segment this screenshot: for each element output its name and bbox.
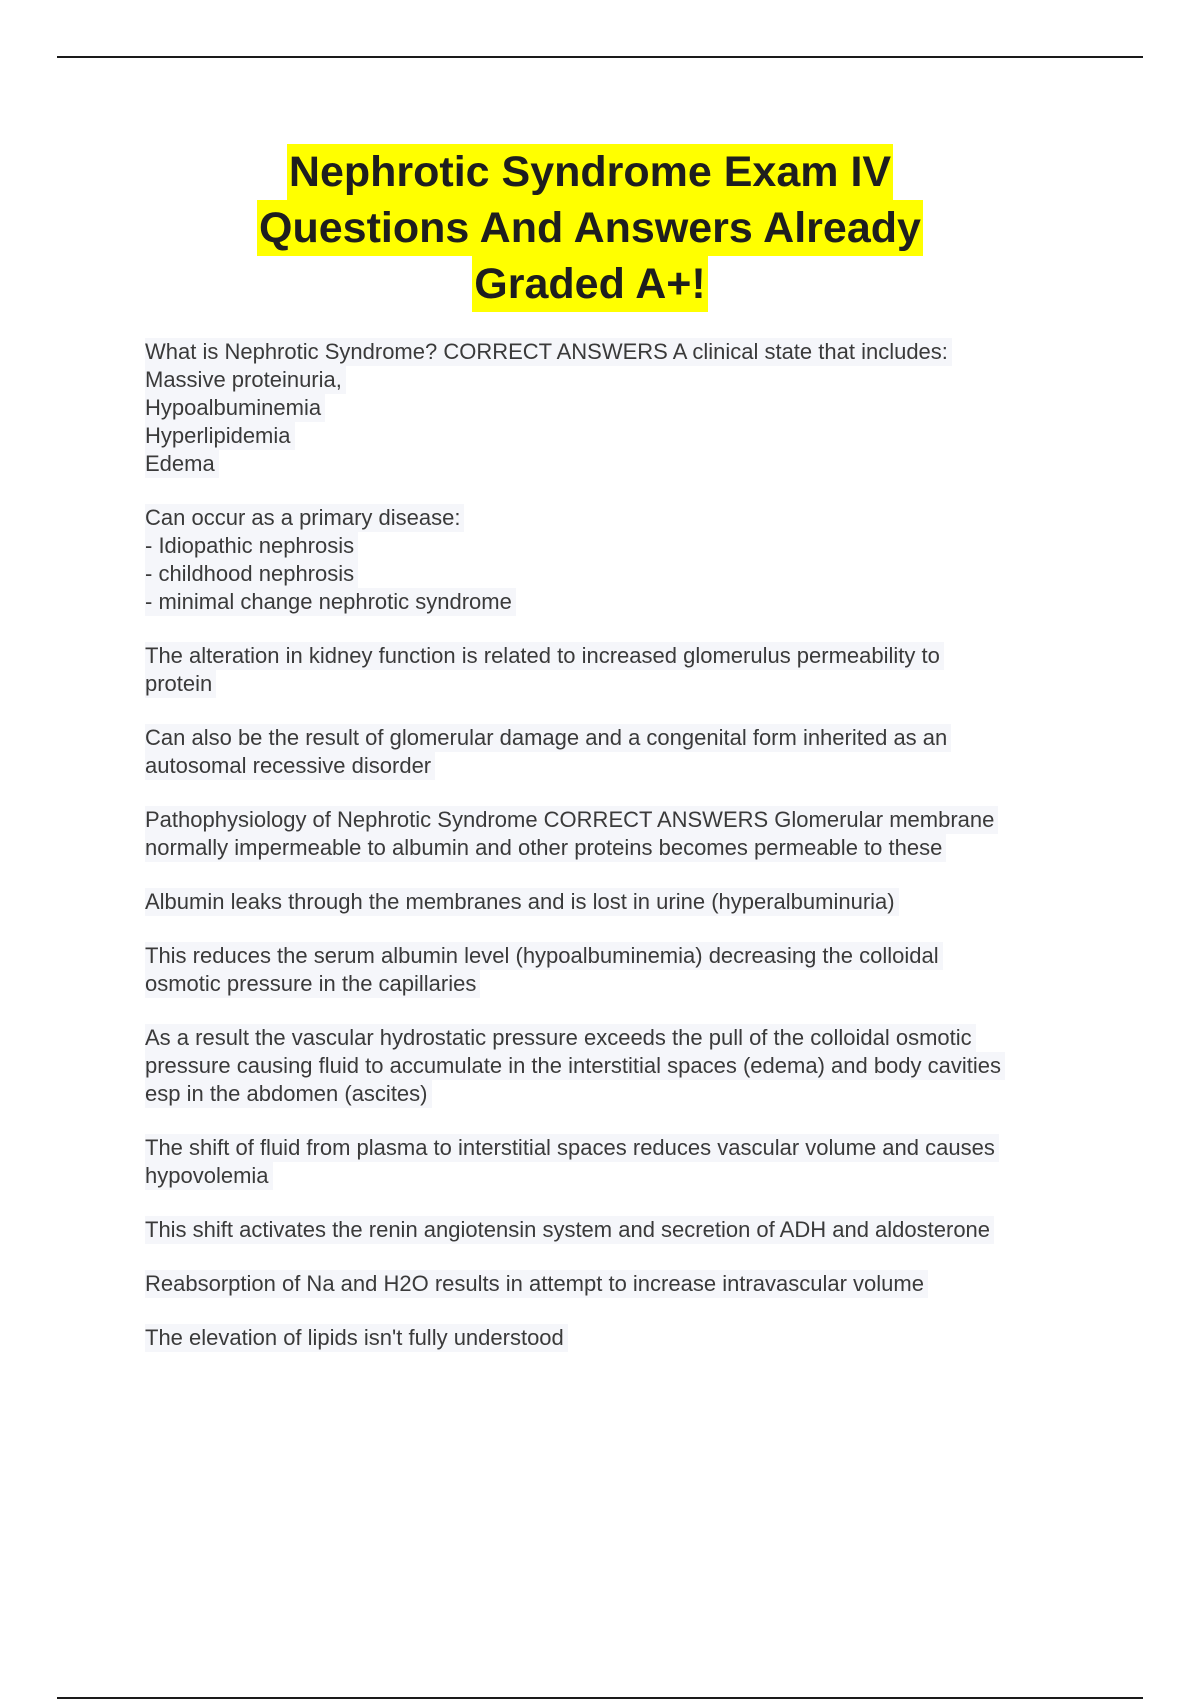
- text-line: autosomal recessive disorder: [145, 752, 435, 780]
- text-line: The shift of fluid from plasma to interstitial spaces reduces vascular volume and causes: [145, 1134, 999, 1162]
- text-line: Can also be the result of glomerular damage and a congenital form inherited as an: [145, 724, 951, 752]
- text-line: pressure causing fluid to accumulate in the interstitial spaces (edema) and body cavities: [145, 1052, 1005, 1080]
- title-line-2: Questions And Answers Already: [257, 200, 923, 256]
- text-line: osmotic pressure in the capillaries: [145, 970, 480, 998]
- text-line: Hyperlipidemia: [145, 422, 295, 450]
- text-line: Can occur as a primary disease:: [145, 504, 464, 532]
- text-line: As a result the vascular hydrostatic pressure exceeds the pull of the colloidal osmotic: [145, 1024, 976, 1052]
- text-line: The alteration in kidney function is related to increased glomerulus permeability to: [145, 642, 944, 670]
- title-line-1: Nephrotic Syndrome Exam IV: [287, 144, 893, 200]
- document-body: [145, 338, 1095, 1378]
- text-line: Albumin leaks through the membranes and is lost in urine (hyperalbuminuria): [145, 888, 899, 916]
- text-line: hypovolemia: [145, 1162, 273, 1190]
- top-rule: [57, 56, 1143, 58]
- paragraph-glomerular-damage: [145, 724, 1095, 780]
- text-line: - childhood nephrosis: [145, 560, 358, 588]
- paragraph-reabsorption: [145, 1270, 1095, 1298]
- paragraph-serum-albumin: [145, 942, 1095, 998]
- text-line: normally impermeable to albumin and other proteins becomes permeable to these: [145, 834, 946, 862]
- text-line: - Idiopathic nephrosis: [145, 532, 358, 560]
- paragraph-primary-disease: [145, 504, 1095, 616]
- text-line: The elevation of lipids isn't fully understood: [145, 1324, 568, 1352]
- document-title: [140, 144, 1040, 312]
- text-line: Massive proteinuria,: [145, 366, 346, 394]
- text-line: This shift activates the renin angiotensin system and secretion of ADH and aldosterone: [145, 1216, 994, 1244]
- paragraph-fluid-shift: [145, 1134, 1095, 1190]
- text-line: esp in the abdomen (ascites): [145, 1080, 432, 1108]
- text-line: Edema: [145, 450, 219, 478]
- paragraph-definition: [145, 338, 1095, 478]
- paragraph-lipids: [145, 1324, 1095, 1352]
- text-line: What is Nephrotic Syndrome? CORRECT ANSWERS A clinical state that includes:: [145, 338, 952, 366]
- text-line: Hypoalbuminemia: [145, 394, 325, 422]
- text-line: Reabsorption of Na and H2O results in attempt to increase intravascular volume: [145, 1270, 928, 1298]
- paragraph-pathophysiology: [145, 806, 1095, 862]
- paragraph-renin-angiotensin: [145, 1216, 1095, 1244]
- bottom-rule: [57, 1697, 1143, 1699]
- paragraph-hydrostatic-pressure: [145, 1024, 1095, 1108]
- paragraph-albumin-leak: [145, 888, 1095, 916]
- paragraph-kidney-function: [145, 642, 1095, 698]
- title-line-3: Graded A+!: [472, 256, 707, 312]
- text-line: protein: [145, 670, 216, 698]
- text-line: - minimal change nephrotic syndrome: [145, 588, 516, 616]
- text-line: Pathophysiology of Nephrotic Syndrome CORRECT ANSWERS Glomerular membrane: [145, 806, 998, 834]
- text-line: This reduces the serum albumin level (hypoalbuminemia) decreasing the colloidal: [145, 942, 943, 970]
